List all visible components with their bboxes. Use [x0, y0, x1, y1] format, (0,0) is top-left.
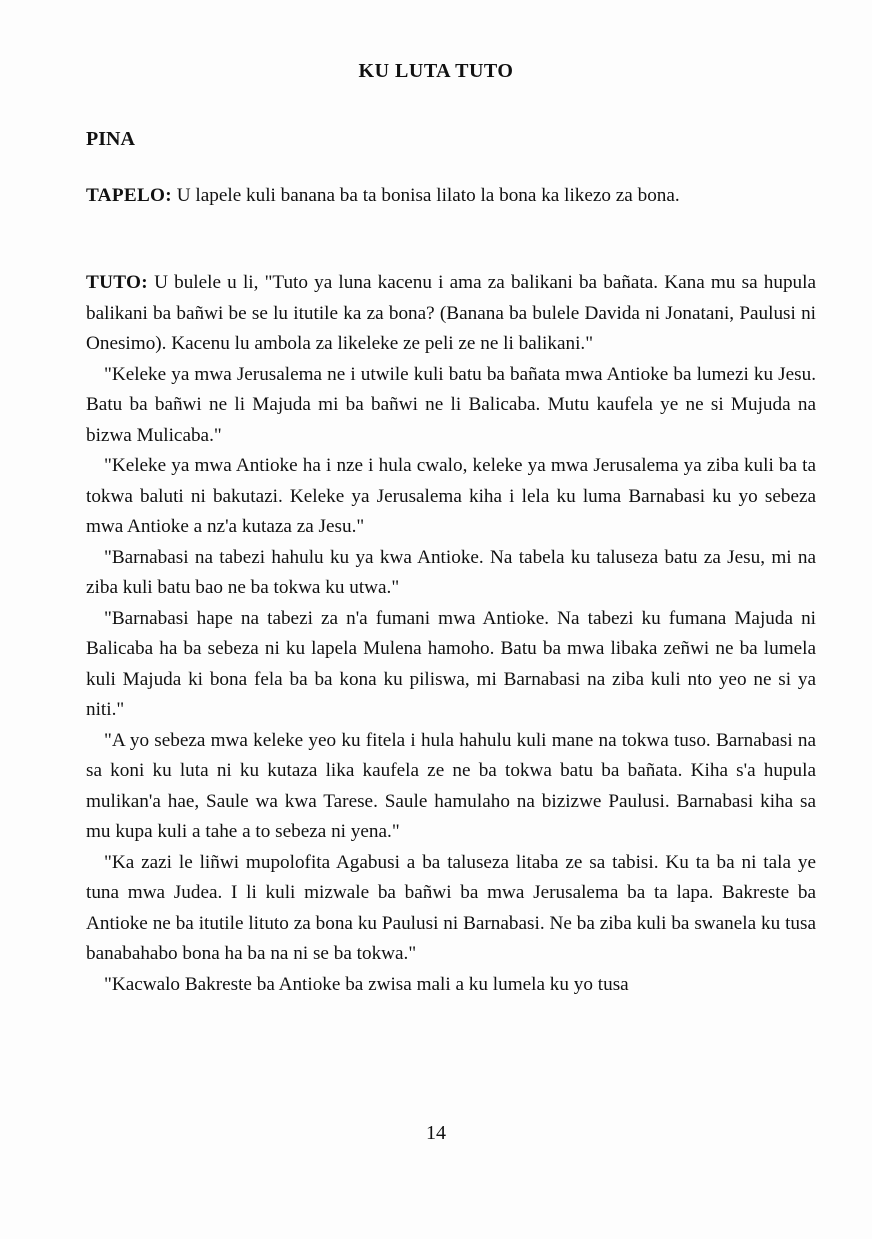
- story-paragraph: "Keleke ya mwa Jerusalema ne i utwile kuli batu ba bañata mwa Antioke ba lumezi ku Jesu. Batu ba bañwi ne li Majuda mi ba bañwi ne li Balicaba. Mutu kaufela ye ne si Mujuda na bizwa Mulicaba.": [86, 363, 816, 446]
- story-paragraph: "Barnabasi na tabezi hahulu ku ya kwa Antioke. Na tabela ku taluseza batu za Jesu, mi na ziba kuli batu bao ne ba tokwa ku utwa.": [86, 546, 816, 598]
- story-paragraph: "Keleke ya mwa Antioke ha i nze i hula cwalo, keleke ya mwa Jerusalema ya ziba kuli ba ta tokwa baluti ni bakutazi. Keleke ya Jerusalema kiha i lela ku luma Barnabasi ku yo sebeza mwa Antioke a nz'a kutaza za Jesu.": [86, 455, 816, 537]
- page-number: 14: [426, 1122, 446, 1144]
- tuto-label: TUTO:: [86, 272, 148, 293]
- tuto-paragraph: [86, 268, 816, 360]
- tuto-text: U bulele u li, "Tuto ya luna kacenu i ama za balikani ba bañata. Kana mu sa hupula balikani ba bañwi be se lu itutile ka za bona? (Banana ba bulele Davida ni Jonatani, Paulusi ni Onesimo). Kacenu lu ambola za likeleke ze peli ze ne li balikani.": [86, 272, 816, 354]
- tapelo-text: U lapele kuli banana ba ta bonisa lilato la bona ka likezo za bona.: [171, 185, 680, 206]
- story-paragraph: "Ka zazi le liñwi mupolofita Agabusi a ba taluseza litaba ze sa tabisi. Ku ta ba ni tala ye tuna mwa Judea. I li kuli mizwale ba bañwi ba mwa Jerusalema ba ta lapa. Bakreste ba Antioke ne ba itutile lituto za bona ku Paulusi ni Barnabasi. Ne ba ziba kuli ba swanela ku tusa banabahabo bona ha ba na ni se ba tokwa.": [86, 851, 816, 964]
- section-heading: PINA: [86, 128, 135, 150]
- tapelo-paragraph: [86, 181, 816, 212]
- story-paragraph: "Barnabasi hape na tabezi za n'a fumani mwa Antioke. Na tabezi ku fumana Majuda ni Balicaba ha ba sebeza ni ku lapela Mulena hamoho. Batu ba mwa libaka zeñwi ne ba lumela kuli Majuda ki bona fela ba ba kona ku piliswa, mi Barnabasi na ziba kuli nto yeo ne si ya niti.": [86, 607, 816, 720]
- tapelo-label: TAPELO:: [86, 185, 172, 206]
- tuto-section: [86, 268, 816, 1000]
- story-paragraph: "A yo sebeza mwa keleke yeo ku fitela i hula hahulu kuli mane na tokwa tuso. Barnabasi na sa koni ku luta ni ku kutaza lika kaufela ze ne ba tokwa batu ba bañata. Kiha s'a hupula mulikan'a hae, Saule wa kwa Tarese. Saule hamulaho na bizizwe Paulusi. Barnabasi kiha sa mu kupa kuli a tahe a to sebeza ni yena.": [86, 729, 816, 842]
- page-title: KU LUTA TUTO: [358, 60, 514, 82]
- story-paragraph: "Kacwalo Bakreste ba Antioke ba zwisa mali a ku lumela ku yo tusa: [104, 973, 629, 995]
